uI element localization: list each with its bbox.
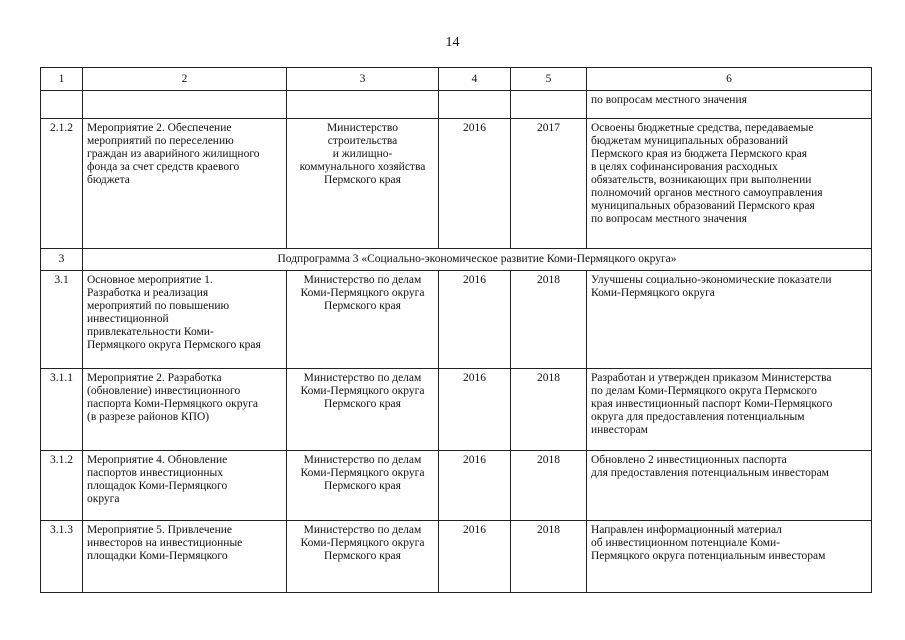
- table-row: [41, 521, 872, 593]
- result-cell: Обновлено 2 инвестиционных паспорта для предоставления потенциальным инвесторам: [587, 451, 872, 521]
- column-header: 6: [587, 68, 872, 91]
- result-cell: Улучшены социально-экономические показатели Коми-Пермяцкого округа: [587, 271, 872, 369]
- start-year-cell: 2016: [439, 521, 511, 593]
- end-year-cell: 2018: [511, 521, 587, 593]
- executor-cell: Министерство по делам Коми-Пермяцкого округа Пермского края: [287, 451, 439, 521]
- executor-cell: Министерство по делам Коми-Пермяцкого округа Пермского края: [287, 271, 439, 369]
- result-cell: Разработан и утвержден приказом Министерства по делам Коми-Пермяцкого округа Пермского края инвестиционный паспорт Коми-Пермяцкого округа для предоставления потенциальным инвесторам: [587, 369, 872, 451]
- subprogram-row: [41, 249, 872, 271]
- end-year-cell: 2018: [511, 369, 587, 451]
- row-number: 3.1: [41, 271, 83, 369]
- start-year-cell: 2016: [439, 451, 511, 521]
- table-header-row: [41, 68, 872, 91]
- executor-cell: [287, 91, 439, 119]
- start-year-cell: 2016: [439, 119, 511, 249]
- start-year-cell: 2016: [439, 271, 511, 369]
- column-header: 1: [41, 68, 83, 91]
- row-number: 3.1.2: [41, 451, 83, 521]
- result-cell: Направлен информационный материал об инвестиционном потенциале Коми- Пермяцкого округа потенциальным инвесторам: [587, 521, 872, 593]
- table-row: [41, 271, 872, 369]
- executor-cell: Министерство по делам Коми-Пермяцкого округа Пермского края: [287, 369, 439, 451]
- start-year-cell: 2016: [439, 369, 511, 451]
- event-cell: Мероприятие 5. Привлечение инвесторов на инвестиционные площадки Коми-Пермяцкого: [83, 521, 287, 593]
- end-year-cell: [511, 91, 587, 119]
- end-year-cell: 2017: [511, 119, 587, 249]
- event-cell: [83, 91, 287, 119]
- table-row: [41, 369, 872, 451]
- row-number: 3: [41, 249, 83, 271]
- table-row: [41, 91, 872, 119]
- event-cell: Мероприятие 4. Обновление паспортов инвестиционных площадок Коми-Пермяцкого округа: [83, 451, 287, 521]
- column-header: 3: [287, 68, 439, 91]
- page-number: 14: [445, 35, 460, 50]
- event-cell: Основное мероприятие 1. Разработка и реализация мероприятий по повышению инвестиционной привлекательности Коми- Пермяцкого округа Пермского края: [83, 271, 287, 369]
- table-row: [41, 451, 872, 521]
- row-number: 3.1.3: [41, 521, 83, 593]
- row-number: 2.1.2: [41, 119, 83, 249]
- end-year-cell: 2018: [511, 271, 587, 369]
- event-cell: Мероприятие 2. Разработка (обновление) инвестиционного паспорта Коми-Пермяцкого округа (в разрезе районов КПО): [83, 369, 287, 451]
- column-header: 4: [439, 68, 511, 91]
- executor-cell: Министерство строительства и жилищно- коммунального хозяйства Пермского края: [287, 119, 439, 249]
- row-number: 3.1.1: [41, 369, 83, 451]
- column-header: 5: [511, 68, 587, 91]
- row-number: [41, 91, 83, 119]
- executor-cell: Министерство по делам Коми-Пермяцкого округа Пермского края: [287, 521, 439, 593]
- event-cell: Мероприятие 2. Обеспечение мероприятий по переселению граждан из аварийного жилищного фонда за счет средств краевого бюджета: [83, 119, 287, 249]
- result-cell: по вопросам местного значения: [587, 91, 872, 119]
- result-cell: Освоены бюджетные средства, передаваемые бюджетам муниципальных образований Пермского края из бюджета Пермского края в целях софинансирования расходных обязательств, возникающих при выполнении полномочий органов местного самоуправления муниципальных образований Пермского края по вопросам местного значения: [587, 119, 872, 249]
- end-year-cell: 2018: [511, 451, 587, 521]
- start-year-cell: [439, 91, 511, 119]
- table-row: [41, 119, 872, 249]
- program-table: [40, 67, 872, 593]
- subprogram-title: Подпрограмма 3 «Социально-экономическое развитие Коми-Пермяцкого округа»: [83, 249, 872, 271]
- column-header: 2: [83, 68, 287, 91]
